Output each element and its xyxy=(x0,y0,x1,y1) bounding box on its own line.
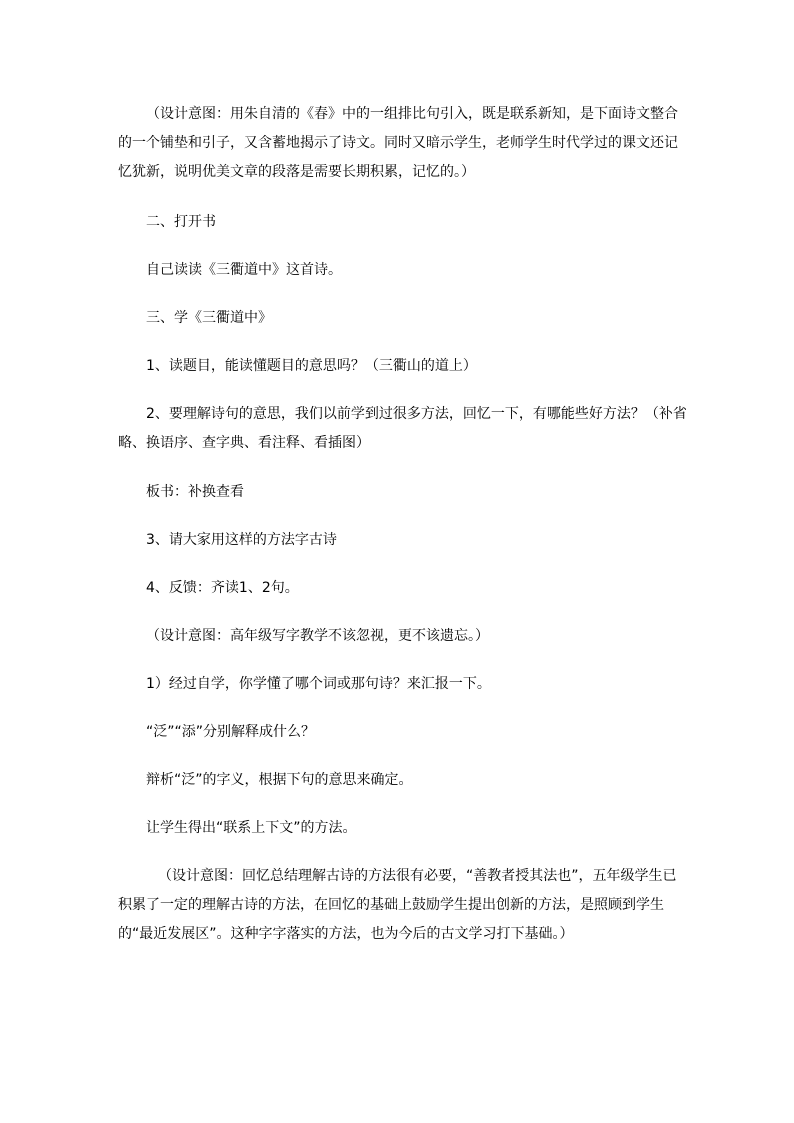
analysis-word-meaning: 辩析“泛”的字义，根据下句的意思来确定。 xyxy=(146,772,413,788)
method-context: 让学生得出“联系上下文”的方法。 xyxy=(146,820,357,836)
blackboard-note: 板书：补换查看 xyxy=(146,484,244,500)
section-heading-open-book: 二、打开书 xyxy=(146,214,216,230)
step-4-feedback: 4、反馈：齐读1、2句。 xyxy=(146,580,299,596)
design-intent-paragraph-2: （设计意图：高年级写字教学不该忽视，更不该遗忘。） xyxy=(146,628,489,644)
question-word-meaning: “泛”“添”分别解释成什么？ xyxy=(146,724,316,740)
section-heading-study-poem: 三、学《三衢道中》 xyxy=(146,310,272,326)
step-2-understanding-methods: 2、要理解诗句的意思，我们以前学到过很多方法，回忆一下，有哪能些好方法？（补省略、换语序、查字典、看注释、看插图） xyxy=(118,406,687,451)
design-intent-paragraph-1: （设计意图：用朱自清的《春》中的一组排比句引入，既是联系新知，是下面诗文整合的一个铺垫和引子，又含蓄地揭示了诗文。同时又暗示学生，老师学生时代学过的课文还记忆犹新，说明优美文章的段落是需要长期积累，记忆的。） xyxy=(118,106,678,180)
substep-1-report: 1）经过自学，你学懂了哪个词或那句诗？来汇报一下。 xyxy=(146,676,491,692)
step-1-read-title: 1、读题目，能读懂题目的意思吗？（三衢山的道上） xyxy=(146,358,477,374)
instruction-read-poem: 自己读读《三衢道中》这首诗。 xyxy=(146,262,342,278)
design-intent-paragraph-3: （设计意图：回忆总结理解古诗的方法很有必要，“善教者授其法也”，五年级学生已积累了一定的理解古诗的方法，在回忆的基础上鼓励学生提出创新的方法，是照顾到学生的“最近发展区”。这种字字落实的方法，也为今后的古文学习打下基础。） xyxy=(118,868,677,942)
step-3-apply-method: 3、请大家用这样的方法字古诗 xyxy=(146,532,337,548)
